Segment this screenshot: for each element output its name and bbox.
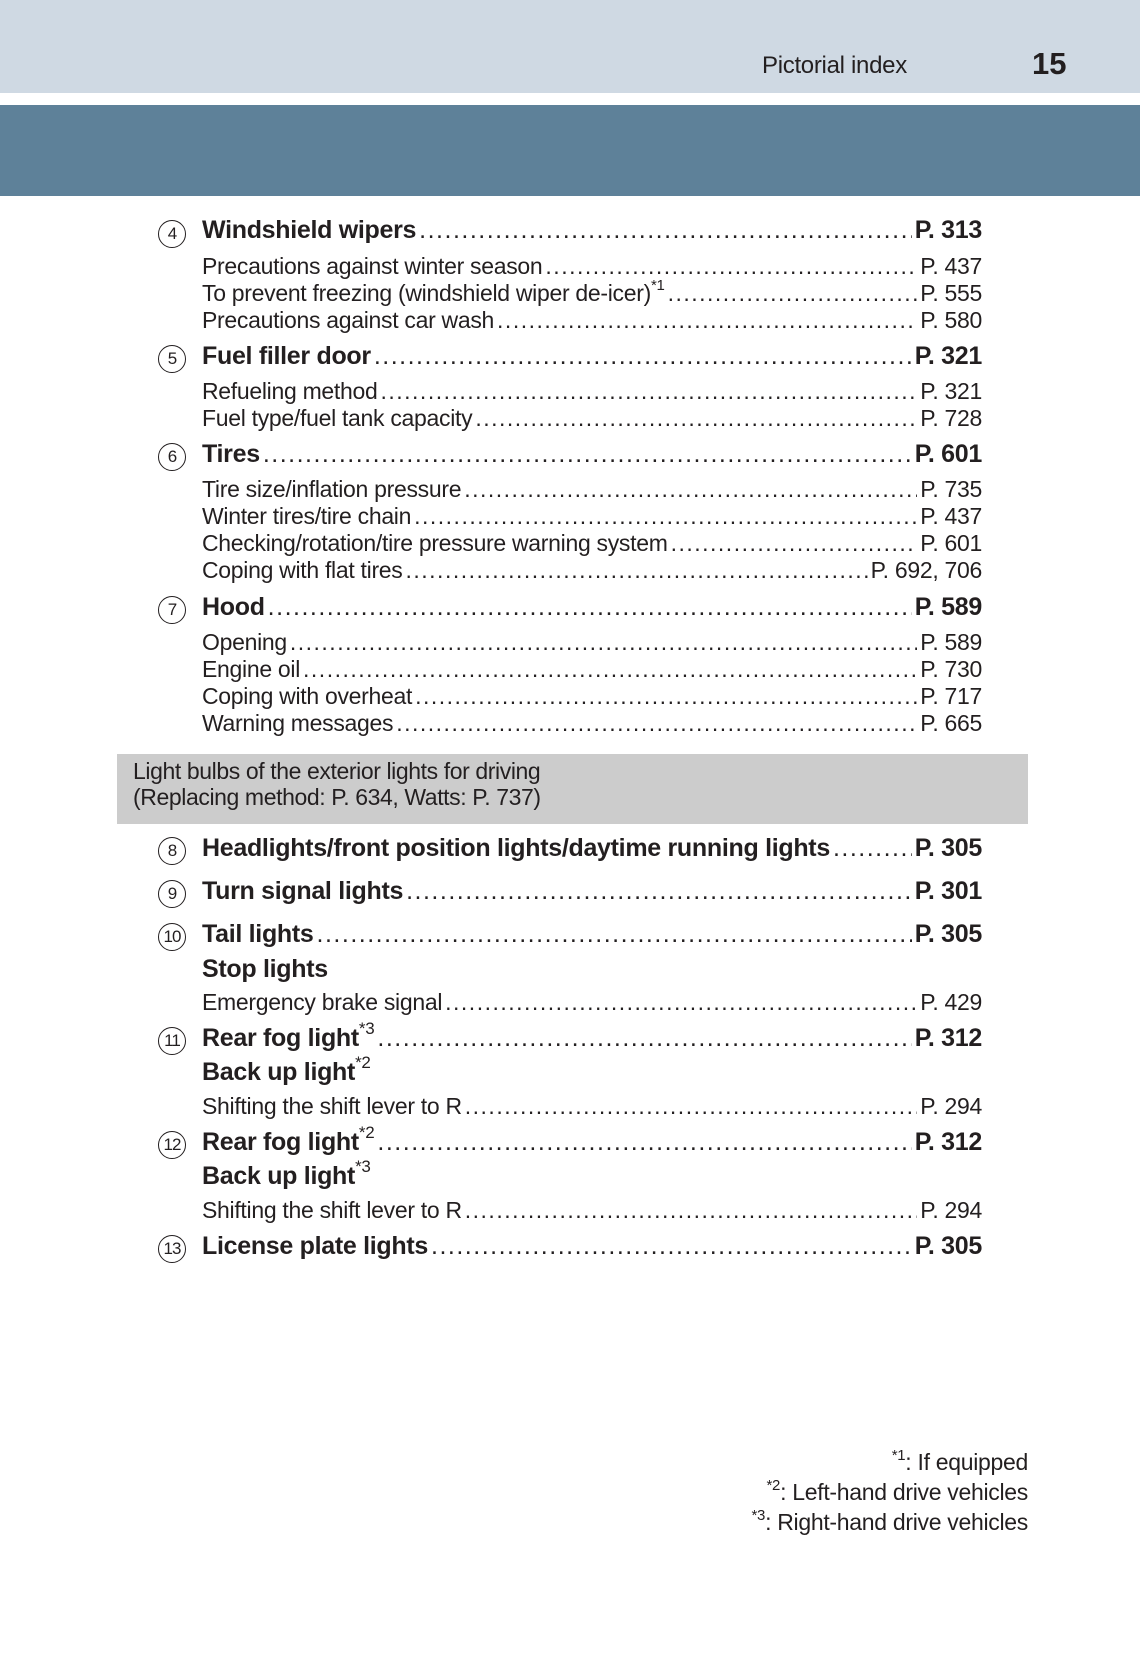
footnote-mark: *3 [355,1157,371,1176]
sub-entry[interactable]: Precautions against car wash ..... P. 580 [202,307,982,334]
index-entry-license-plate-lights[interactable]: License plate lights ..... P. 305 [202,1232,982,1261]
sub-entry[interactable]: Shifting the shift lever to R ..... P. 294 [202,1197,982,1224]
sub-entry[interactable]: Shifting the shift lever to R ..... P. 294 [202,1093,982,1120]
sub-entry[interactable]: Coping with flat tires ..... P. 692, 706 [202,557,982,584]
sub-entry[interactable]: Warning messages ..... P. 665 [202,710,982,737]
light-bulbs-subtitle: (Replacing method: P. 634, Watts: P. 737) [133,784,541,810]
sub-entry[interactable]: Emergency brake signal ..... P. 429 [202,989,982,1016]
index-entry-back-up-light: Back up light$^{*2}$ [202,1053,371,1086]
footnote-mark: *2 [358,1123,375,1142]
light-bulbs-title: Light bulbs of the exterior lights for driving [133,758,541,784]
section-title: Pictorial index [762,52,907,79]
footnote-2: $^{*2}$: Left-hand drive vehicles [766,1477,1028,1505]
footnote-mark: *3 [358,1019,375,1038]
sub-entry[interactable]: Opening ..... P. 589 [202,629,982,656]
index-entry-hood[interactable]: Hood ..... P. 589 [202,593,982,622]
footnote-3: $^{*3}$: Right-hand drive vehicles [751,1507,1028,1535]
footnote-mark: *2 [355,1053,371,1072]
item-number-9: 9 [158,880,186,908]
item-number-7: 7 [158,596,186,624]
index-entry-tires[interactable]: Tires ..... P. 601 [202,440,982,469]
index-entry-rear-fog-light[interactable]: Rear fog light$^{*3}$ ..... P. 312 [202,1024,982,1053]
entry-label: Windshield wipers [202,216,417,244]
sub-entry[interactable]: Precautions against winter season ..... P. 437 [202,253,982,280]
header-divider [0,93,1142,105]
item-number-13: 13 [158,1235,186,1263]
index-entry-fuel-filler-door[interactable]: Fuel filler door ..... P. 321 [202,342,982,371]
item-number-10: 10 [158,923,186,951]
footnote-1: $^{*1}$: If equipped [891,1447,1028,1475]
sub-entry[interactable]: Engine oil ..... P. 730 [202,656,982,683]
item-number-6: 6 [158,443,186,471]
index-entry-windshield-wipers[interactable] [202,216,982,245]
page-number: 15 [1032,46,1067,81]
index-entry-tail-lights[interactable]: Tail lights ..... P. 305 [202,920,982,949]
sub-entry[interactable]: Fuel type/fuel tank capacity ..... P. 728 [202,405,982,432]
item-number-12: 12 [158,1131,186,1159]
item-number-5: 5 [158,345,186,373]
sub-entry[interactable]: Tire size/inflation pressure ..... P. 735 [202,476,982,503]
index-entry-rear-fog-light[interactable]: Rear fog light$^{*2}$ ..... P. 312 [202,1128,982,1157]
sub-entry[interactable]: Winter tires/tire chain ..... P. 437 [202,503,982,530]
sub-entry[interactable]: Coping with overheat ..... P. 717 [202,683,982,710]
index-entry-turn-signal-lights[interactable]: Turn signal lights ..... P. 301 [202,877,982,906]
footnote-mark: *1 [650,277,665,294]
index-entry-headlights[interactable]: Headlights/front position lights/daytime running lights ..... P. 305 [202,834,982,863]
item-number-4: 4 [158,220,186,248]
item-number-8: 8 [158,837,186,865]
entry-page[interactable]: P. 313 [914,216,982,244]
sub-entry[interactable]: Refueling method ..... P. 321 [202,378,982,405]
sub-entry[interactable]: Checking/rotation/tire pressure warning system ..... P. 601 [202,530,982,557]
item-number-11: 11 [158,1027,186,1055]
header-color-band [0,105,1142,196]
index-entry-back-up-light: Back up light$^{*3}$ [202,1157,371,1190]
header-band [0,0,1142,93]
index-entry-stop-lights: Stop lights [202,955,328,983]
sub-entry[interactable]: To prevent freezing (windshield wiper de-icer)$^{*1}$ ..... P. 555 [202,280,982,307]
